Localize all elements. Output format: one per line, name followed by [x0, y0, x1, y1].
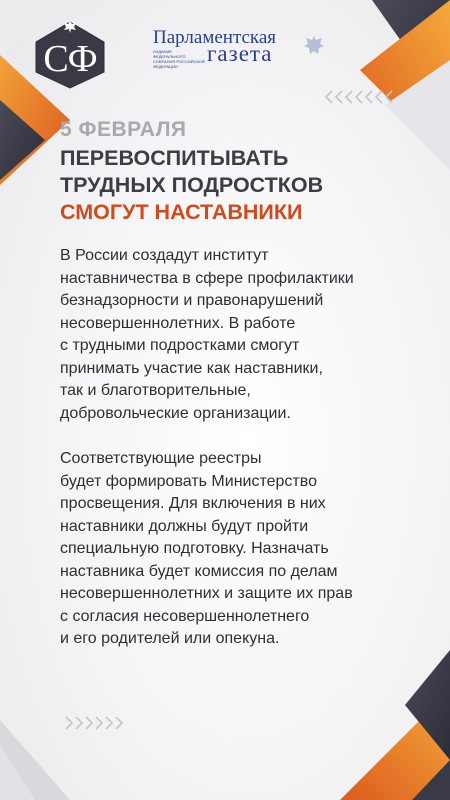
- federation-council-logo: [30, 20, 110, 90]
- article-date: 5 ФЕВРАЛЯ: [60, 118, 187, 141]
- article-title: [60, 145, 323, 226]
- pg-logo-line1: Парламентская: [153, 27, 277, 48]
- double-headed-eagle-icon: [301, 33, 327, 59]
- pg-logo-line2: газета: [207, 41, 273, 66]
- title-line-accent: СМОГУТ НАСТАВНИКИ: [60, 200, 303, 224]
- parliamentary-gazette-logo: [153, 27, 328, 67]
- article-paragraph: В России создадут институт наставничества в сфере профилактики безнадзорности и правонарушений несовершеннолетних. В работе с трудными подростками смогут принимать участие как наставники, так и благотворительные, добровольческие организации.: [60, 247, 354, 422]
- title-line: ТРУДНЫХ ПОДРОСТКОВ: [60, 173, 324, 197]
- pg-logo-tagline: ИЗДАНИЕ ФЕДЕРАЛЬНОГО СОБРАНИЯ РОССИЙСКОЙ ФЕДЕРАЦИИ: [153, 49, 205, 69]
- sf-logo-text: СФ: [43, 38, 97, 80]
- chevrons-right-icon: [64, 716, 126, 730]
- eagle-emblem-icon: [63, 20, 77, 34]
- article-paragraph: Соответствующие реестры будет формировать Министерство просвещения. Для включения в них наставники должны будут пройти специальную подготовку. Назначать наставника будет комиссия по делам несовершеннолетних и защите их прав с согласия несовершеннолетнего и его родителей или опекуна.: [60, 450, 353, 647]
- title-line: ПЕРЕВОСПИТЫВАТЬ: [60, 146, 289, 170]
- chevrons-left-icon: [324, 90, 402, 104]
